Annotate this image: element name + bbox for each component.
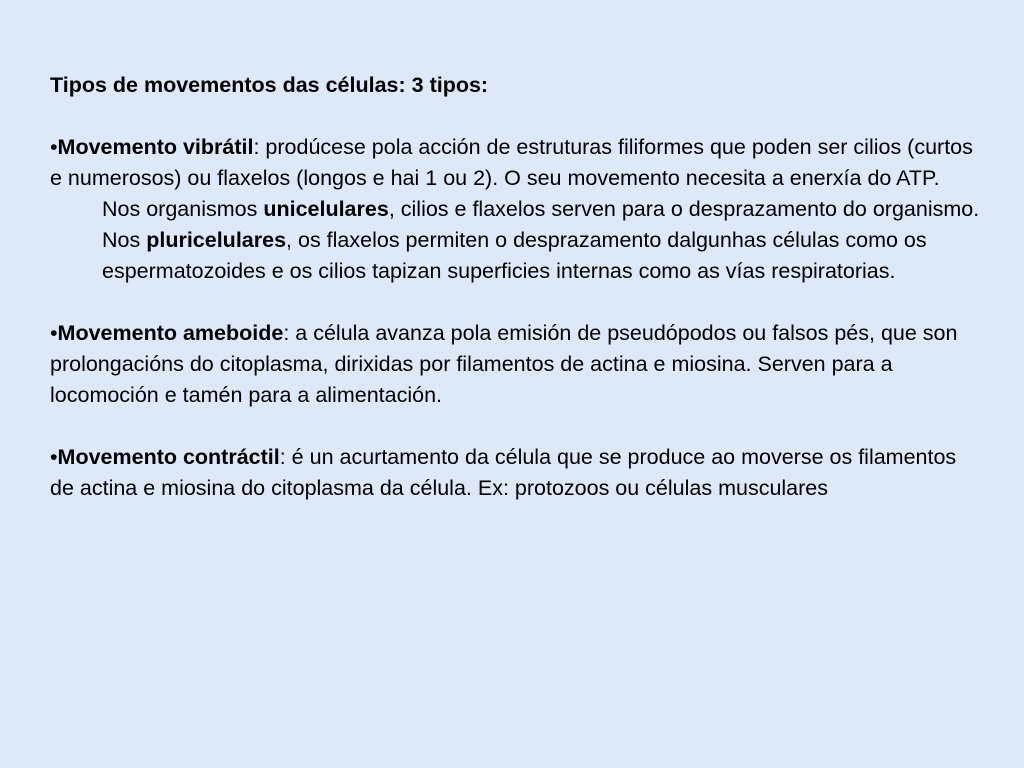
text-contractil: : é un acurtamento da célula que se produce ao moverse os filamentos de actina e miosina do citoplasma da célula. Ex: protozoos ou células musculares [50, 445, 957, 500]
bullet-vibratil [50, 132, 980, 194]
spacer [50, 411, 980, 442]
sub-unicelulares-pre: Nos organismos [102, 197, 264, 221]
bullet-contractil [50, 442, 980, 504]
slide-content [50, 70, 980, 504]
bullet-ameboide [50, 318, 980, 411]
bullet-marker: • [50, 321, 58, 345]
text-ameboide: : a célula avanza pola emisión de pseudópodos ou falsos pés, que son prolongacións do citoplasma, dirixidas por filamentos de actina e miosina. Serven para a locomoción e tamén para a alimentación. [50, 321, 958, 407]
text-vibratil: : prodúcese pola acción de estruturas filiformes que poden ser cilios (curtos e numerosos) ou flaxelos (longos e hai 1 ou 2). O seu movemento necesita a enerxía do ATP. [50, 135, 973, 190]
term-contractil: Movemento contráctil [57, 445, 280, 469]
sub-unicelulares [102, 194, 980, 225]
term-unicelulares: unicelulares [263, 197, 389, 221]
bullet-marker: • [50, 445, 58, 469]
spacer [50, 101, 980, 132]
term-pluricelulares: pluricelulares [146, 228, 287, 252]
term-vibratil: Movemento vibrátil [57, 135, 254, 159]
sub-unicelulares-post: , cilios e flaxelos serven para o desprazamento do organismo. [388, 197, 980, 221]
sub-pluricelulares-pre: Nos [102, 228, 147, 252]
sub-pluricelulares-post: , os flaxelos permiten o desprazamento dalgunhas células como os espermatozoides e os cilios tapizan superficies internas como as vías respiratorias. [102, 228, 927, 283]
slide-title: Tipos de movementos das células: 3 tipos: [50, 73, 489, 97]
sub-pluricelulares [102, 225, 980, 287]
bullet-marker: • [50, 135, 58, 159]
spacer [50, 287, 980, 318]
term-ameboide: Movemento ameboide [57, 321, 284, 345]
